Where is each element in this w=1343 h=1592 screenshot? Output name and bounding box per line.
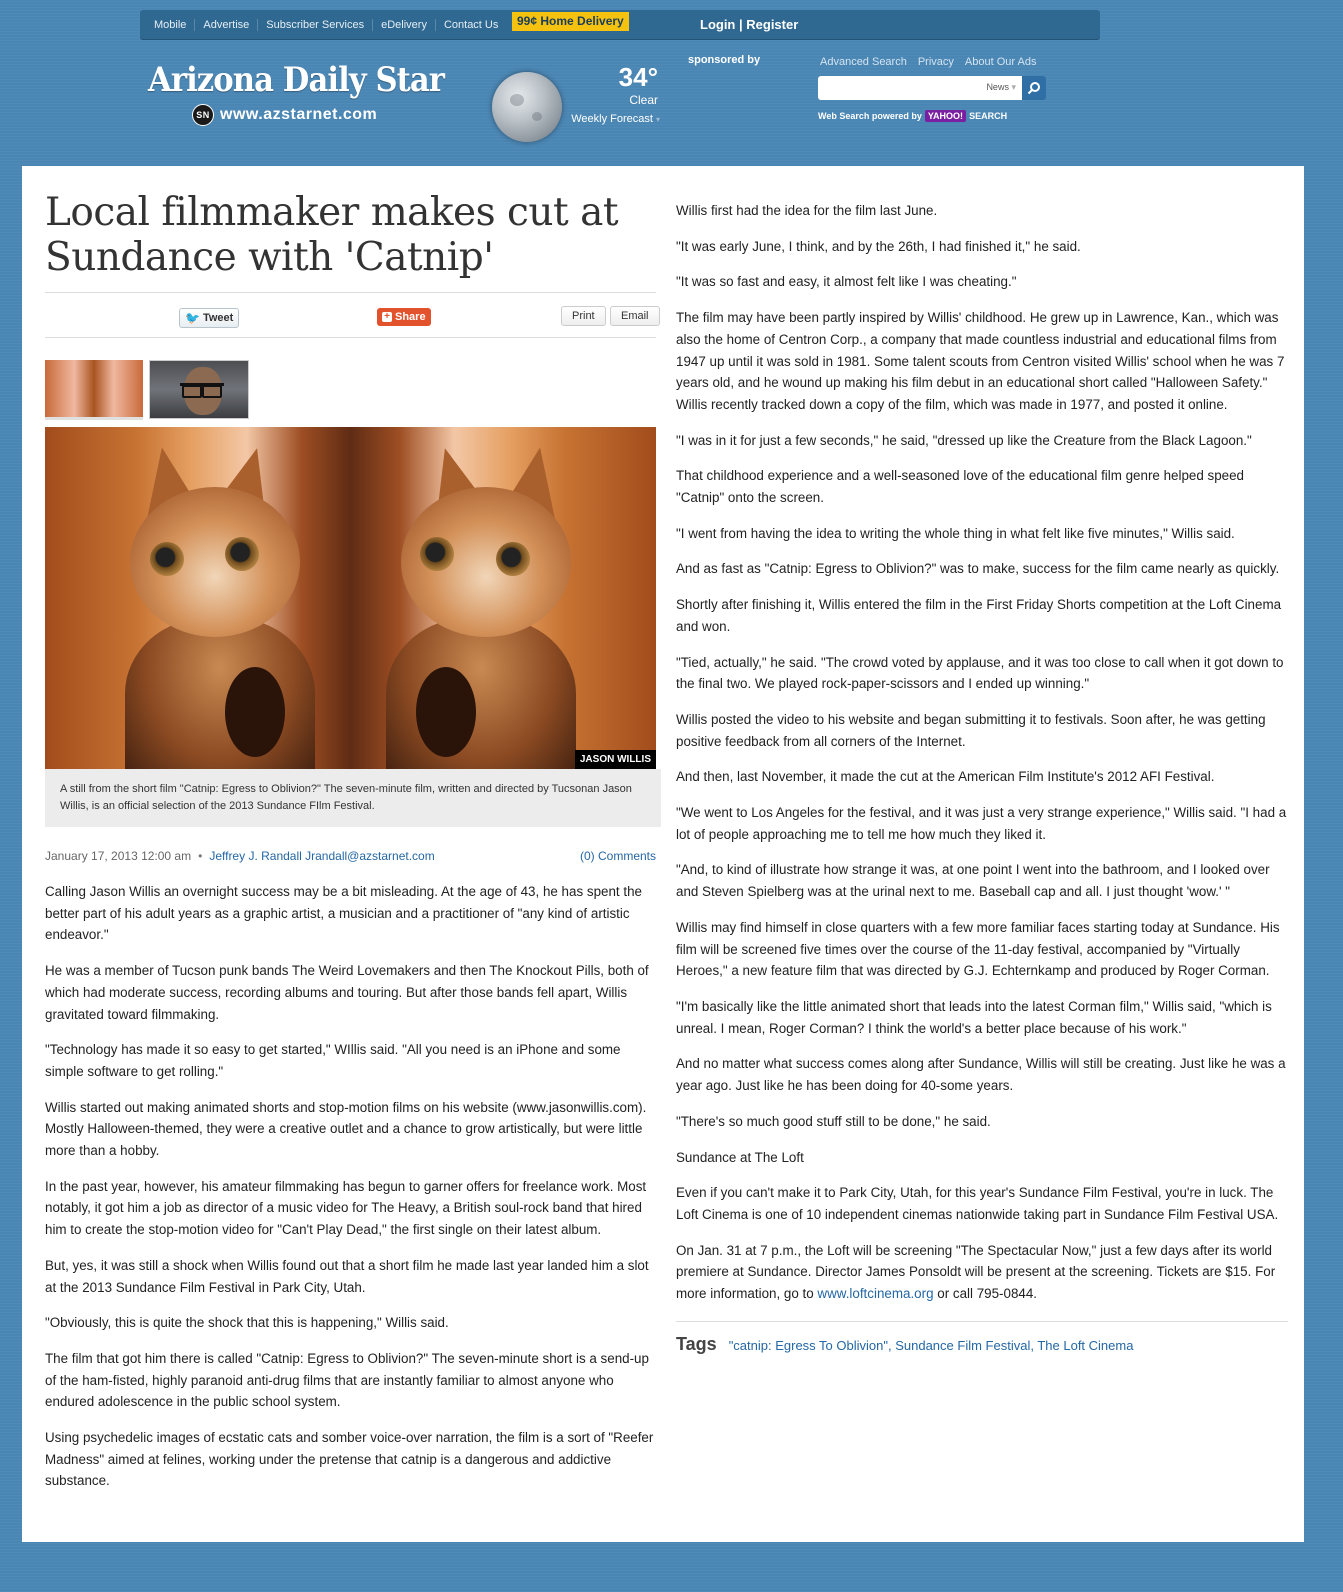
powered-by-prefix: Web Search powered by bbox=[818, 111, 922, 121]
home-delivery-promo[interactable]: 99¢ Home Delivery bbox=[512, 12, 629, 31]
cat-image-right bbox=[356, 427, 656, 769]
logo-url: www.azstarnet.com bbox=[220, 106, 378, 123]
tweet-label: Tweet bbox=[202, 312, 234, 324]
logo-name: Arizona Daily Star bbox=[148, 60, 445, 100]
paragraph: And as fast as "Catnip: Egress to Oblivion?" was to make, success for the film came nearly as quickly. bbox=[676, 561, 1280, 577]
login-link[interactable]: Login bbox=[700, 17, 736, 32]
moon-weather-icon bbox=[492, 72, 562, 142]
article-left-column bbox=[45, 166, 656, 1506]
paragraph: "I was in it for just a few seconds," he said, "dressed up like the Creature from the Black Lagoon." bbox=[676, 432, 1252, 448]
paragraph: But, yes, it was still a shock when Willis found out that a short film he made last year landed him a slot at the 2013 Sundance Film Festival in Park City, Utah. bbox=[45, 1257, 649, 1295]
paragraph: "I went from having the idea to writing the whole thing in what felt like five minutes," Willis said. bbox=[676, 525, 1235, 541]
last-para-tail: or call 795-0844. bbox=[933, 1286, 1038, 1302]
portrait-glasses bbox=[180, 383, 224, 397]
photo-thumbnails bbox=[45, 360, 656, 420]
photo-thumbnail-cats[interactable] bbox=[45, 360, 143, 420]
privacy-link[interactable]: Privacy bbox=[917, 56, 954, 68]
photo-caption: A still from the short film "Catnip: Egress to Oblivion?" The seven-minute film, written and directed by Tucsonan Jason Willis, is an official selection of the 2013 Sundance FIlm Festival. bbox=[45, 769, 661, 827]
paragraph: That childhood experience and a well-seasoned love of the educational film genre helped speed "Catnip" onto the screen. bbox=[676, 468, 1244, 506]
auth-links bbox=[700, 17, 798, 32]
email-button[interactable]: Email bbox=[610, 306, 660, 326]
top-nav-links bbox=[146, 10, 506, 40]
share-button[interactable] bbox=[377, 308, 431, 326]
weather-condition: Clear bbox=[629, 93, 658, 107]
tags-label: Tags bbox=[676, 1333, 717, 1354]
share-label: Share bbox=[395, 311, 426, 323]
main-photo[interactable] bbox=[45, 427, 656, 769]
photo-thumbnail-portrait[interactable] bbox=[149, 360, 249, 419]
chevron-down-icon: ▾ bbox=[655, 115, 660, 124]
weather-widget[interactable] bbox=[570, 62, 670, 125]
search-box bbox=[818, 76, 1022, 100]
sponsored-by-label: sponsored by bbox=[688, 54, 761, 66]
nav-link-mobile[interactable]: Mobile bbox=[146, 19, 195, 31]
paragraph: "We went to Los Angeles for the festival, and it was just a very strange experience," Willis said. "I had a lot of people approaching me to tell me how much they liked it. bbox=[676, 805, 1287, 842]
paragraph: The film may have been partly inspired by Willis' childhood. He grew up in Lawrence, Kan., which was also the home of Centron Corp., a company that made countless industrial and educational films from 1947 up until it was sold in 1981. Some talent scouts from Centron visited Willis' school when he was 7 years old, and he wound up making his film debut in an educational short called "Halloween Safety." Willis recently tracked down a copy of the film, which was made in 1977, and posted it online. bbox=[676, 310, 1285, 412]
yahoo-logo: YAHOO! bbox=[925, 110, 966, 122]
author-link[interactable]: Jeffrey J. Randall Jrandall@azstarnet.com bbox=[209, 849, 435, 863]
about-our-ads-link[interactable]: About Our Ads bbox=[964, 56, 1037, 68]
subheading-sundance-at-the-loft: Sundance at The Loft bbox=[676, 1149, 804, 1165]
paragraph: "It was early June, I think, and by the 26th, I had finished it," he said. bbox=[676, 238, 1081, 254]
article-right-column bbox=[676, 200, 1288, 1355]
paragraph: "It was so fast and easy, it almost felt like I was cheating." bbox=[676, 274, 1017, 290]
cat-image-left bbox=[45, 427, 345, 769]
paragraph: In the past year, however, his amateur filmmaking has begun to garner offers for freelance work. Most notably, it got him a job as director of a music video for The Heavy, a British soul-rock band that hired him to create the stop-motion video for "Can't Play Dead," the first single on their latest album. bbox=[45, 1178, 647, 1238]
last-para-text: On Jan. 31 at 7 p.m., the Loft will be screening "The Spectacular Now," just a few days after its world premiere at Sundance. Director James Ponsoldt will be present at the screening. Tickets are $15. For more information, go to bbox=[676, 1242, 1276, 1302]
paragraph: Willis may find himself in close quarters with a few more familiar faces starting today at Sundance. His film will be screened five times over the course of the 11-day festival, accompanied by "Virtually Heroes," a new feature film that was directed by G.J. Echternkamp and produced by Roger Corman. bbox=[676, 919, 1280, 979]
comments-link[interactable]: (0) Comments bbox=[579, 849, 656, 863]
utility-links bbox=[820, 56, 1036, 68]
paragraph: Shortly after finishing it, Willis entered the film in the First Friday Shorts competition at the Loft Cinema and won. bbox=[676, 597, 1282, 634]
paragraph: Calling Jason Willis an overnight success may be a bit misleading. At the age of 43, he has spent the better part of his adult years as a graphic artist, a musician and a practitioner of "any kind of artistic endeavor." bbox=[45, 884, 642, 943]
plus-icon: + bbox=[382, 312, 392, 322]
paragraph: "There's so much good stuff still to be done," he said. bbox=[676, 1113, 991, 1129]
nav-link-contact-us[interactable]: Contact Us bbox=[443, 19, 499, 31]
paragraph: And then, last November, it made the cut at the American Film Institute's 2012 AFI Festival. bbox=[676, 769, 1215, 785]
paragraph: Willis posted the video to his website and began submitting it to festivals. Soon after, he was getting positive feedback from all corners of the Internet. bbox=[676, 711, 1266, 749]
search-powered-by bbox=[818, 110, 1007, 122]
print-button[interactable]: Print bbox=[561, 306, 606, 326]
tag-separator: , bbox=[1030, 1337, 1038, 1353]
search-scope-select[interactable] bbox=[986, 82, 1016, 93]
tag-separator: , bbox=[887, 1337, 896, 1353]
paragraph: Willis first had the idea for the film last June. bbox=[676, 203, 938, 218]
tag-link[interactable]: "catnip: Egress To Oblivion" bbox=[728, 1337, 888, 1353]
article-date: January 17, 2013 12:00 am bbox=[45, 849, 192, 863]
tag-link[interactable]: Sundance Film Festival bbox=[895, 1337, 1031, 1353]
paragraph: The film that got him there is called "Catnip: Egress to Oblivion?" The seven-minute short is a send-up of the ham-fisted, highly paranoid anti-drug films that are instantly familiar to almost anyone who endured adolescence in the public school system. bbox=[45, 1350, 649, 1410]
paragraph: "Technology has made it so easy to get started," WIllis said. "All you need is an iPhone and some simple software to get rolling." bbox=[45, 1042, 621, 1079]
tweet-button[interactable] bbox=[179, 308, 239, 328]
paragraph: "And, to kind of illustrate how strange it was, at one point I went into the bathroom, and I looked over and Steven Spielberg was at the urinal next to me. Baseball cap and all. I just thought 'wow.' " bbox=[676, 862, 1270, 900]
paragraph: He was a member of Tucson punk bands The Weird Lovemakers and then The Knockout Pills, both of which had moderate success, recording albums and touring. But after those bands fell apart, Willis gravitated toward filmmaking. bbox=[45, 963, 649, 1022]
top-nav-bar bbox=[140, 10, 1100, 40]
article-body-left bbox=[45, 881, 656, 1492]
article-panel bbox=[22, 166, 1304, 1542]
search-input[interactable] bbox=[822, 76, 976, 100]
article-headline: Local filmmaker makes cut at Sundance with 'Catnip' bbox=[45, 190, 618, 280]
twitter-bird-icon: 🐦 bbox=[185, 311, 200, 325]
paragraph: Willis started out making animated shorts and stop-motion films on his website (www.jasonwillis.com). Mostly Halloween-themed, they were a creative outlet and a chance to grow artistically, but were little more than a hobby. bbox=[45, 1099, 647, 1159]
article-byline bbox=[45, 849, 656, 865]
paragraph: Using psychedelic images of ecstatic cats and somber voice-over narration, the film is a sort of "Reefer Madness" aimed at felines, working under the pretense that catnip is a dangerous and addictive substance. bbox=[45, 1430, 654, 1489]
search-scope-value: News bbox=[986, 82, 1009, 92]
register-link[interactable]: Register bbox=[746, 17, 799, 32]
paragraph: Even if you can't make it to Park City, Utah, for this year's Sundance Film Festival, you're in luck. The Loft Cinema is one of 10 independent cinemas nationwide taking part in Sundance Film Festival USA. bbox=[676, 1185, 1279, 1222]
paragraph: "Obviously, this is quite the shock that this is happening," Willis said. bbox=[45, 1315, 449, 1331]
paragraph-last bbox=[676, 1240, 1288, 1305]
paragraph: "Tied, actually," he said. "The crowd voted by applause, and it was too close to call when it got down to the final two. We played rock-paper-scissors and I ended up winning." bbox=[676, 654, 1284, 692]
advanced-search-link[interactable]: Advanced Search bbox=[820, 56, 907, 68]
nav-link-edelivery[interactable]: eDelivery bbox=[373, 19, 436, 31]
tag-link[interactable]: The Loft Cinema bbox=[1037, 1337, 1134, 1353]
loft-cinema-link[interactable]: www.loftcinema.org bbox=[817, 1286, 934, 1302]
weekly-forecast-link[interactable] bbox=[570, 113, 660, 125]
tags-list bbox=[729, 1338, 1134, 1353]
sn-badge-icon: SN bbox=[192, 104, 214, 126]
photo-credit: JASON WILLIS bbox=[575, 750, 656, 769]
search-icon bbox=[1027, 81, 1041, 95]
byline-separator: • bbox=[198, 849, 203, 863]
powered-by-suffix: SEARCH bbox=[969, 111, 1008, 121]
weather-temperature: 34° bbox=[618, 62, 658, 92]
article-tags bbox=[676, 1321, 1288, 1355]
site-logo[interactable] bbox=[148, 60, 445, 126]
paragraph: "I'm basically like the little animated short that leads into the latest Corman film," Willis said, "which is unreal. I mean, Roger Corman? I think the world's a better place because of his work." bbox=[676, 998, 1272, 1036]
weekly-forecast-label: Weekly Forecast bbox=[571, 113, 653, 125]
logo-url-row bbox=[192, 104, 418, 126]
paragraph: And no matter what success comes along after Sundance, Willis will still be creating. Just like he was a year ago. Just like he has been doing for 40-some years. bbox=[676, 1056, 1286, 1094]
search-button[interactable] bbox=[1022, 76, 1046, 100]
nav-link-subscriber-services[interactable]: Subscriber Services bbox=[258, 19, 373, 31]
chevron-down-icon: ▾ bbox=[1011, 82, 1016, 92]
share-bar bbox=[45, 292, 656, 338]
auth-separator: | bbox=[735, 17, 747, 32]
nav-link-advertise[interactable]: Advertise bbox=[195, 19, 258, 31]
